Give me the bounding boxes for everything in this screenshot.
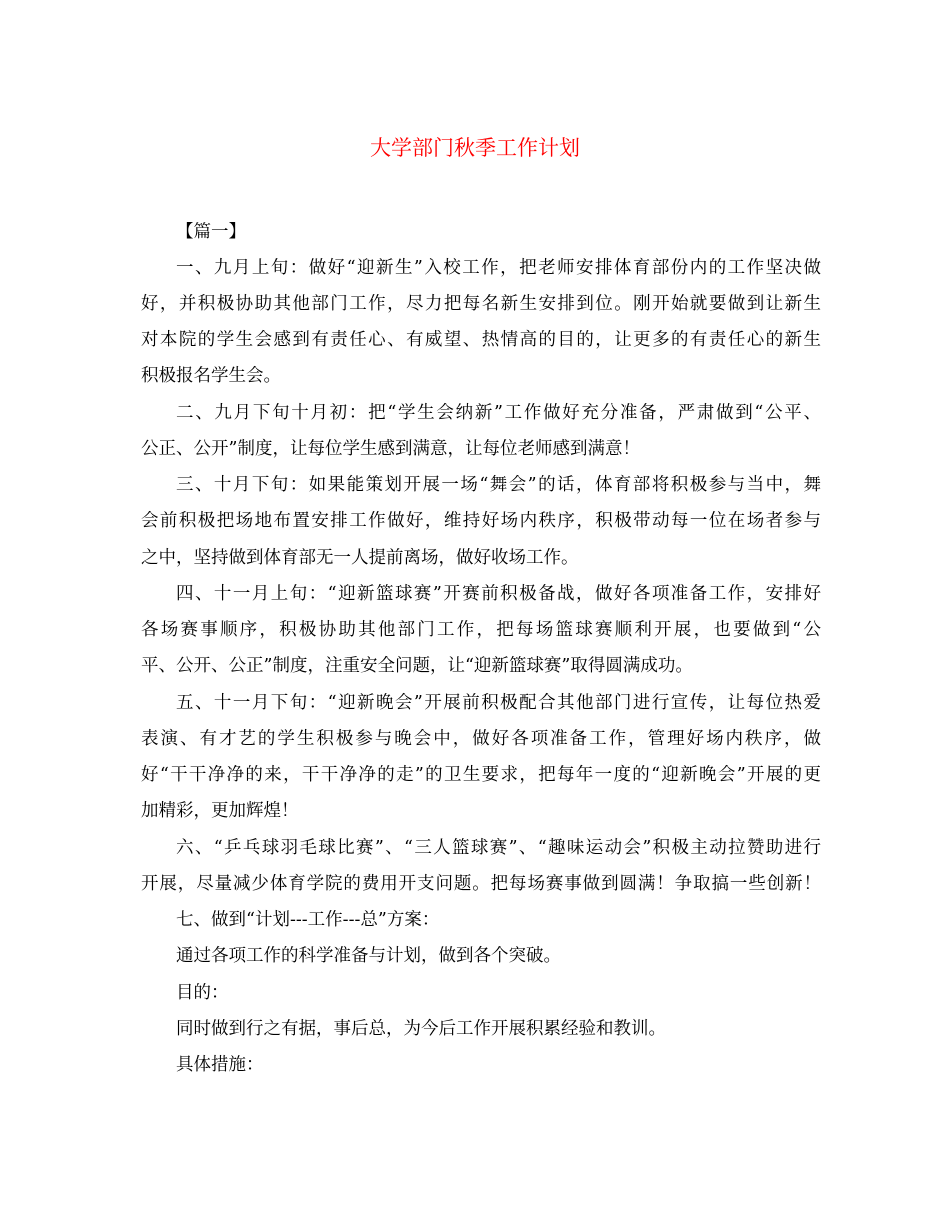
paragraph-line: 好“干干净净的来，干干净净的走”的卫生要求，把每年一度的“迎新晚会”开展的更 (141, 765, 821, 785)
paragraph-line: 各场赛事顺序，积极协助其他部门工作，把每场篮球赛顺利开展，也要做到“公 (141, 620, 821, 640)
paragraph-line: 目的： (176, 983, 229, 1003)
paragraph-line: 通过各项工作的科学准备与计划，做到各个突破。 (176, 946, 561, 966)
paragraph-line: 对本院的学生会感到有责任心、有威望、热情高的目的，让更多的有责任心的新生 (141, 330, 821, 350)
paragraph-line: 好，并积极协助其他部门工作，尽力把每名新生安排到位。刚开始就要做到让新生 (141, 294, 821, 314)
paragraph-line: 积极报名学生会。 (141, 366, 281, 386)
paragraph-line: 开展，尽量减少体育学院的费用开支问题。把每场赛事做到圆满！争取搞一些创新！ (141, 874, 821, 894)
paragraph-line: 七、做到“计划---工作---总”方案： (176, 910, 440, 930)
paragraph-line: 加精彩，更加辉煌！ (141, 801, 299, 821)
paragraph-line: 五、十一月下旬：“迎新晚会”开展前积极配合其他部门进行宣传，让每位热爱 (176, 693, 821, 713)
paragraph-line: 表演、有才艺的学生积极参与晚会中，做好各项准备工作，管理好场内秩序，做 (141, 729, 821, 749)
paragraph-line: 六、“乒乓球羽毛球比赛”、“三人篮球赛”、“趣味运动会”积极主动拉赞助进行 (176, 838, 821, 858)
paragraph-line: 之中，坚持做到体育部无一人提前离场，做好收场工作。 (141, 548, 579, 568)
paragraph-line: 平、公开、公正”制度，注重安全问题，让“迎新篮球赛”取得圆满成功。 (141, 656, 693, 676)
paragraph-line: 四、十一月上旬：“迎新篮球赛”开赛前积极备战，做好各项准备工作，安排好 (176, 584, 821, 604)
paragraph-line: 三、十月下旬：如果能策划开展一场“舞会”的话，体育部将积极参与当中，舞 (176, 475, 821, 495)
document-title: 大学部门秋季工作计划 (370, 136, 580, 160)
paragraph-line: 同时做到行之有据，事后总，为今后工作开展积累经验和教训。 (176, 1019, 666, 1039)
paragraph-line: 一、九月上旬：做好“迎新生”入校工作，把老师安排体育部份内的工作坚决做 (176, 258, 821, 278)
paragraph-line: 具体措施： (176, 1055, 264, 1075)
paragraph-line: 公正、公开”制度，让每位学生感到满意，让每位老师感到满意！ (141, 439, 640, 459)
paragraph-line: 二、九月下旬十月初：把“学生会纳新”工作做好充分准备，严肃做到“公平、 (176, 403, 821, 423)
section-heading: 【篇一】 (176, 222, 246, 242)
paragraph-line: 会前积极把场地布置安排工作做好，维持好场内秩序，积极带动每一位在场者参与 (141, 511, 821, 531)
